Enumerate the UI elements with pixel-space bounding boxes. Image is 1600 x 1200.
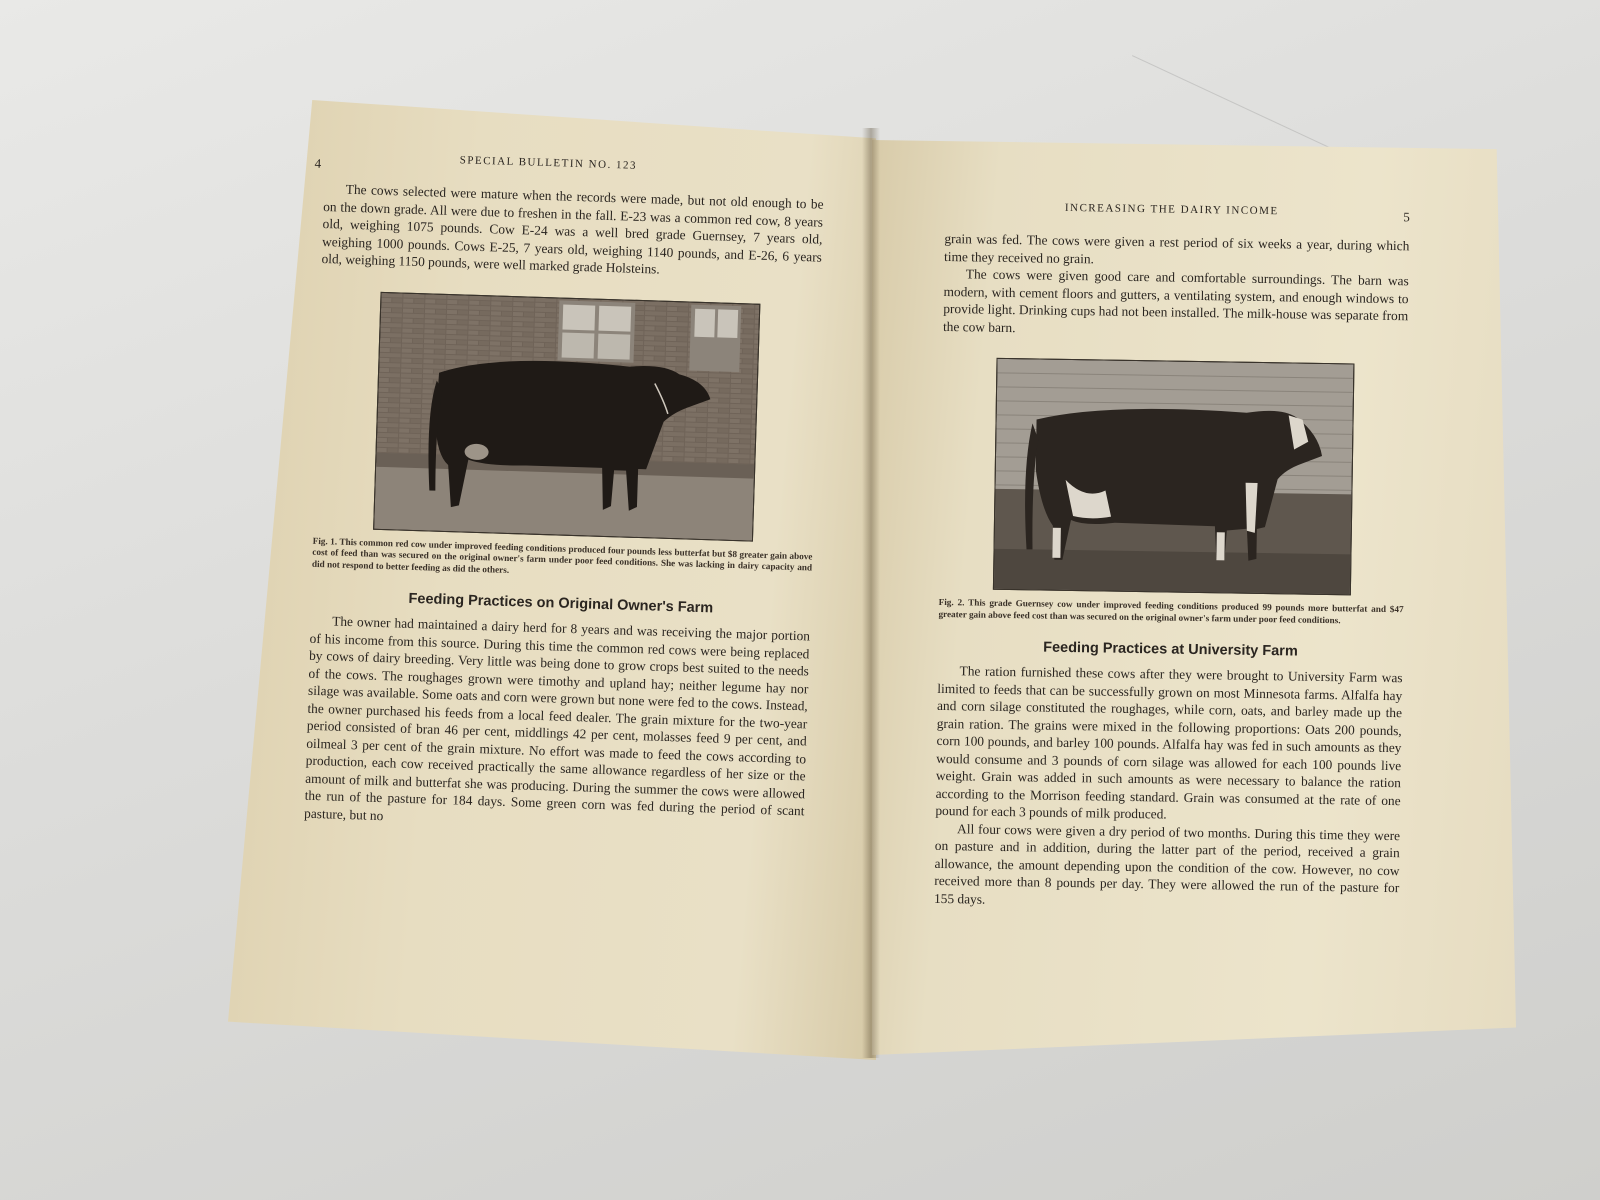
original-farm-paragraph: The owner had maintained a dairy herd for 8 years and was receiving the major portion of his income from this source. During this time the common red cows were being replaced by cows of dairy breeding. Very little was being done to grow crops best suited to the needs of the cows. The roughages grown were timothy and upland hay; neither legume hay nor silage was available. Some oats and corn were grown but none were fed to the cows. Instead, the owner purchased his feeds from a local feed dealer. The grain mixture for the two-year period consisted of bran 46 per cent, middlings 42 per cent, molasses feed 9 per cent, and oilmeal 3 per cent of the grain mixture. No effort was made to feed the cows according to production, each cow received practically the same allowance regardless of her size or the amount of milk and butterfat she was producing. During the summer the cows were allowed the run of the pasture for 184 days. Some green corn was fed during the period of scant pasture, but no: [303, 613, 811, 823]
left-page-content: [304, 150, 825, 837]
page-number: 4: [314, 155, 322, 171]
booklet-spine: [862, 128, 880, 1058]
care-paragraph: The cows were given good care and comfortable surroundings. The barn was modern, with cement floors and gutters, a ventilating system, and enough windows to provide light. Drinking cups had not been installed. The milk-house was separate from the cow barn.: [942, 266, 1409, 335]
running-head: INCREASING THE DAIRY INCOME: [1064, 201, 1279, 218]
guernsey-cow-photo: [993, 359, 1353, 595]
continued-paragraph: grain was fed. The cows were given a rest period of six weeks a year, during which time they received no grain.: [944, 230, 1410, 266]
figure-2-photo: [992, 358, 1354, 596]
dry-period-paragraph: All four cows were given a dry period of two months. During this time they were on pasture and in addition, during the latter part of the period, received a grain allowance, the amount depending upon the condition of the cow. However, no cow received more than 8 pounds per day. They were allowed the run of the pasture for 155 days.: [933, 820, 1401, 907]
ration-paragraph: The ration furnished these cows after they were brought to University Farm was limited to feeds that can be successfully grown on most Minnesota farms. Alfalfa hay and corn silage constituted the roughages, while corn, oats, and barley made up the grain ration. The grains were mixed in the following proportions: Oats 200 pounds, corn 100 pounds, and barley 100 pounds. Alfalfa hay was fed in such amounts as they would consume and 3 pounds of corn silage was allowed for each 100 pounds live weight. Grain was added in such amounts as were necessary to balance the ration according to the Morrison feeding standard. Grain was consumed at the rate of one pound for each 3 pounds of milk produced.: [935, 663, 1403, 822]
right-page-content: [934, 200, 1410, 914]
running-head: SPECIAL BULLETIN NO. 123: [459, 154, 638, 172]
intro-paragraph: The cows selected were mature when the records were made, but not old enough to be on the down grade. All were due to freshen in the fall. E-23 was a common red cow, 8 years old, weighing 1075 pounds. Cow E-24 was a well bred grade Guernsey, 7 years old, weighing 1000 pounds. Cows E-25, 7 years old, weighing 1140 pounds, and E-26, 6 years old, weighing 1150 pounds, were well marked grade Holsteins.: [321, 181, 824, 277]
section-heading-university-farm: Feeding Practices at University Farm: [1043, 639, 1298, 660]
figure-1-photo: [373, 291, 760, 541]
section-heading-original-farm: Feeding Practices on Original Owner's Farm: [408, 590, 714, 617]
red-cow-photo: [374, 292, 759, 540]
figure-1-caption: Fig. 1. This common red cow under improved feeding conditions produced four pounds less butterfat but $8 greater gain above cost of feed than was secured on the original owner's farm under poor feed conditions. She was lacking in dairy capacity and did not respond to better feeding as did the others.: [311, 535, 813, 575]
page-number: 5: [1403, 209, 1410, 225]
figure-2-caption: Fig. 2. This grade Guernsey cow under improved feeding conditions produced 99 pounds more butterfat and $47 greater gain above feed cost than was secured on the original owner's farm under poor feed conditions.: [938, 596, 1404, 625]
